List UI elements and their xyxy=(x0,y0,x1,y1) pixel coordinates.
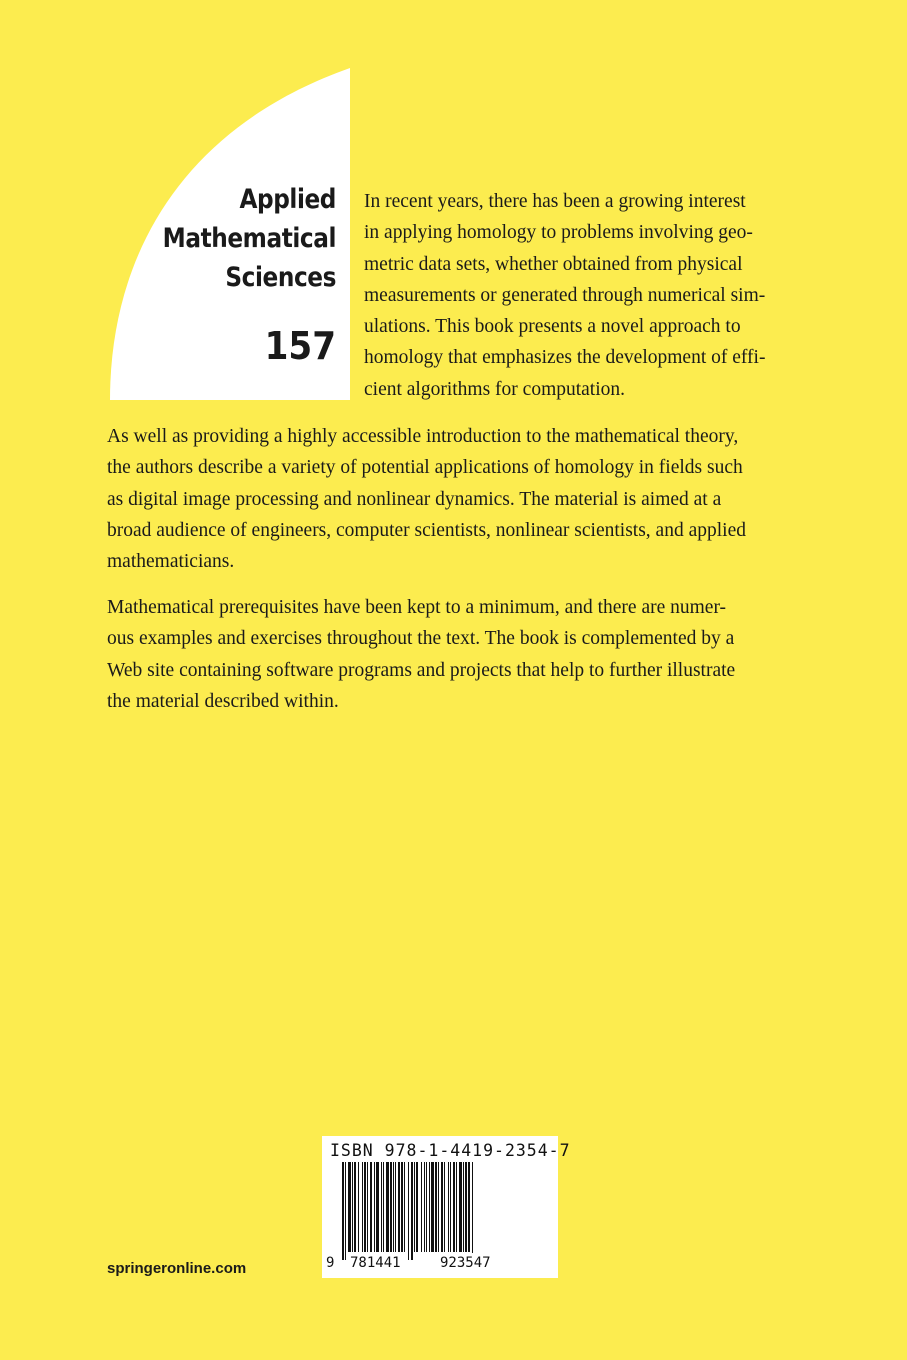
isbn-label: ISBN 978-1-4419-2354-7 xyxy=(330,1141,571,1160)
barcode-lead-digit: 9 xyxy=(326,1255,335,1271)
barcode-bar xyxy=(444,1162,445,1252)
barcode-bar xyxy=(453,1162,455,1252)
barcode-bar xyxy=(362,1162,363,1252)
barcode-bar xyxy=(401,1162,403,1252)
barcode-bar xyxy=(414,1162,415,1252)
barcode-bar xyxy=(342,1162,344,1260)
barcode-bar xyxy=(383,1162,384,1252)
barcode-bar xyxy=(426,1162,427,1252)
intro-line: in applying homology to problems involving geo- xyxy=(364,222,753,244)
isbn-barcode-panel xyxy=(322,1136,571,1278)
barcode-left-group: 781441 xyxy=(350,1255,401,1271)
barcode-bar xyxy=(358,1162,359,1252)
barcode-bar xyxy=(404,1162,405,1252)
barcode-bar xyxy=(424,1162,425,1252)
paragraph-line: the material described within. xyxy=(107,690,339,712)
barcode-bar xyxy=(456,1162,457,1252)
paragraph-line: As well as providing a highly accessible introduction to the mathematical theory, xyxy=(107,426,739,447)
barcode-bar xyxy=(348,1162,351,1252)
barcode-bar xyxy=(390,1162,392,1252)
intro-line: metric data sets, whether obtained from physical xyxy=(364,253,743,275)
barcode-bar xyxy=(408,1162,409,1260)
barcode-bar xyxy=(459,1162,462,1252)
prerequisites-paragraph xyxy=(107,592,807,717)
barcode-bar xyxy=(448,1162,449,1252)
barcode-bar xyxy=(364,1162,366,1252)
barcode-bar xyxy=(441,1162,443,1252)
series-title xyxy=(142,180,336,297)
intro-line: cient algorithms for computation. xyxy=(364,378,626,400)
paragraph-line: ous examples and exercises throughout the text. The book is complemented by a xyxy=(107,628,735,650)
description-paragraph xyxy=(107,421,807,577)
paragraph-line: broad audience of engineers, computer scientists, nonlinear scientists, and applied xyxy=(107,519,746,541)
barcode-bar xyxy=(468,1162,470,1252)
barcode-bar xyxy=(367,1162,368,1252)
barcode-bar xyxy=(450,1162,451,1252)
intro-line: In recent years, there has been a growing interest xyxy=(364,191,746,212)
barcode-bar xyxy=(421,1162,422,1252)
intro-line: homology that emphasizes the development of effi- xyxy=(364,347,766,369)
barcode-bar xyxy=(398,1162,400,1252)
publisher-website: springeronline.com xyxy=(107,1260,247,1277)
barcode-bar xyxy=(393,1162,394,1252)
barcode-bar xyxy=(411,1162,413,1260)
intro-line: ulations. This book presents a novel approach to xyxy=(364,316,741,338)
barcode-bar xyxy=(370,1162,372,1252)
barcode-bar xyxy=(465,1162,467,1252)
paragraph-line: Web site containing software programs and projects that help to further illustrate xyxy=(107,659,736,681)
series-volume-number: 157 xyxy=(264,324,336,368)
intro-paragraph xyxy=(364,186,804,405)
barcode-right-group: 923547 xyxy=(440,1255,491,1271)
barcode-bar xyxy=(345,1162,346,1260)
paragraph-line: mathematicians. xyxy=(107,551,235,573)
barcode-bar xyxy=(463,1162,464,1252)
barcode-bar xyxy=(395,1162,396,1252)
paragraph-line: the authors describe a variety of potential applications of homology in fields such xyxy=(107,457,743,479)
barcode-bar xyxy=(435,1162,437,1252)
series-title-line: Applied xyxy=(239,184,336,215)
barcode-digits xyxy=(322,1253,558,1273)
barcode-bar xyxy=(354,1162,356,1252)
barcode-bar xyxy=(374,1162,375,1252)
barcode-bar xyxy=(381,1162,382,1252)
barcode-bar xyxy=(429,1162,430,1252)
barcode-bar xyxy=(352,1162,353,1252)
series-title-line: Mathematical xyxy=(162,223,336,254)
barcode-bar xyxy=(438,1162,439,1252)
barcode-bar xyxy=(386,1162,389,1252)
barcode-bar xyxy=(416,1162,418,1252)
barcode-bar xyxy=(376,1162,379,1252)
barcode-bar xyxy=(431,1162,434,1252)
paragraph-line: Mathematical prerequisites have been kept to a minimum, and there are numer- xyxy=(107,597,727,618)
paragraph-line: as digital image processing and nonlinear dynamics. The material is aimed at a xyxy=(107,488,722,510)
series-title-line: Sciences xyxy=(225,262,336,293)
intro-line: measurements or generated through numerical sim- xyxy=(364,284,766,306)
barcode-bar xyxy=(472,1162,473,1260)
